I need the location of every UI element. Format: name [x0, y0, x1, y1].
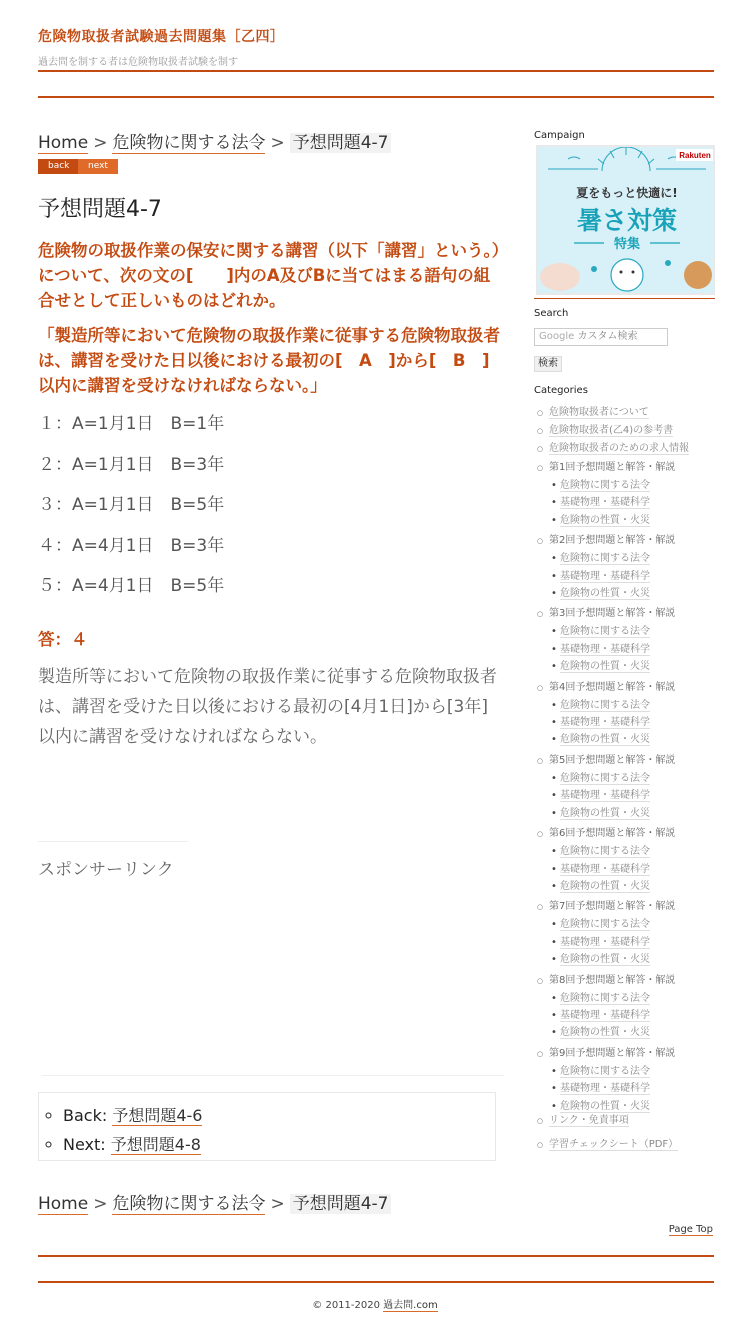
next-post-link[interactable]: 予想問題4-8 [110, 1135, 201, 1154]
breadcrumb-current: 予想問題4-7 [290, 133, 392, 153]
category-link[interactable]: 危険物取扱者のための求人情報 [549, 443, 689, 454]
round-item [537, 898, 715, 968]
round-subitem [549, 805, 715, 822]
round-sublink[interactable]: 危険物の性質・火災 [560, 1100, 650, 1112]
page-top-link[interactable]: Page Top [668, 1224, 713, 1235]
round-label[interactable]: 第2回予想問題と解答・解説 [549, 535, 676, 547]
footer-divider-2 [38, 1281, 714, 1283]
answer: 答：４ [38, 630, 88, 649]
post-navigation [38, 1092, 496, 1161]
round-sublink[interactable]: 危険物の性質・火災 [560, 734, 650, 746]
round-subitem [549, 512, 715, 529]
round-sublist [549, 1063, 715, 1115]
breadcrumb-home[interactable]: Home [38, 1194, 89, 1214]
round-sublink[interactable]: 危険物に関する法令 [560, 553, 650, 565]
sidebar-divider [534, 298, 715, 299]
banner-illustration [538, 147, 715, 295]
search-button[interactable]: 検索 [534, 356, 562, 372]
breadcrumb-bottom [38, 1189, 391, 1214]
round-sublink[interactable]: 危険物に関する法令 [560, 992, 650, 1004]
round-subitem [549, 697, 715, 714]
round-sublink[interactable]: 基礎物理・基礎科学 [560, 1009, 650, 1021]
round-subitem [549, 861, 715, 878]
round-sublink[interactable]: 基礎物理・基礎科学 [560, 497, 650, 509]
choice-list [38, 412, 224, 615]
round-subitem [549, 1080, 715, 1097]
breadcrumb [38, 128, 391, 153]
banner-brand: Rakuten [679, 151, 711, 160]
pager-buttons [38, 159, 118, 174]
banner-line2: 暑さ対策 [576, 206, 678, 235]
search-heading: Search [534, 308, 569, 319]
round-sublist [549, 916, 715, 968]
choice-item: ３：A=1月1日 B=5年 [38, 495, 225, 515]
next-post-item [63, 1130, 495, 1159]
question-quote: 「製造所等において危険物の取扱作業に従事する危険物取扱者は、講習を受けた日以後における最初の[ A ]から[ B ]以内に講習を受けなければならない。」 [38, 326, 500, 395]
category-item [537, 422, 715, 440]
campaign-banner[interactable] [536, 145, 715, 295]
round-item [537, 605, 715, 675]
question-text: 危険物の取扱作業の保安に関する講習（以下「講習」という。）について、次の文の[ ]内のA及びBに当てはまる語句の組合せとして正しいものはどれか。 [38, 241, 500, 310]
round-subitem [549, 477, 715, 494]
header-divider [38, 70, 714, 72]
round-subitem [549, 878, 715, 895]
round-item [537, 972, 715, 1042]
category-list-bottom [537, 1112, 715, 1154]
round-sublink[interactable]: 危険物の性質・火災 [560, 880, 650, 892]
site-header [38, 26, 714, 68]
round-subitem [549, 1007, 715, 1024]
round-subitem [549, 787, 715, 804]
divider [42, 1075, 504, 1076]
round-subitem [549, 731, 715, 748]
round-item [537, 1045, 715, 1115]
banner-line1: 夏をもっと快適に! [576, 186, 678, 200]
explanation: 製造所等において危険物の取扱作業に従事する危険物取扱者は、講習を受けた日以後における最初の[4月1日]から[3年]以内に講習を受けなければならない。 [38, 667, 497, 747]
round-sublink[interactable]: 危険物の性質・火災 [560, 954, 650, 966]
round-sublink[interactable]: 危険物の性質・火災 [560, 661, 650, 673]
banner-line3: 特集 [613, 237, 641, 252]
round-sublist [549, 697, 715, 749]
round-sublink[interactable]: 基礎物理・基礎科学 [560, 863, 650, 875]
round-item [537, 532, 715, 602]
google-logo: Google [539, 331, 575, 342]
round-subitem [549, 568, 715, 585]
round-sublink[interactable]: 基礎物理・基礎科学 [560, 790, 650, 802]
round-category-list [537, 459, 715, 1115]
site-title[interactable]: 危険物取扱者試験過去問題集［乙四］ [38, 29, 285, 45]
round-sublink[interactable]: 基礎物理・基礎科学 [560, 1083, 650, 1095]
round-sublink[interactable]: 基礎物理・基礎科学 [560, 570, 650, 582]
next-button[interactable]: next [78, 159, 118, 174]
round-sublink[interactable]: 危険物に関する法令 [560, 480, 650, 491]
choice-item: １：A=1月1日 B=1年 [38, 414, 225, 434]
round-sublink[interactable]: 危険物に関する法令 [560, 772, 650, 784]
category-item [537, 1136, 715, 1154]
categories-heading: Categories [534, 385, 588, 396]
round-label[interactable]: 第9回予想問題と解答・解説 [549, 1047, 676, 1059]
prev-post-link[interactable]: 予想問題4-6 [112, 1106, 203, 1125]
round-subitem [549, 641, 715, 658]
breadcrumb-separator: > [270, 1194, 285, 1214]
round-sublink[interactable]: 危険物の性質・火災 [560, 1027, 650, 1039]
divider [38, 841, 188, 842]
post-title: 予想問題4-7 [38, 197, 162, 222]
round-label[interactable]: 第5回予想問題と解答・解説 [549, 754, 676, 766]
prev-post-item [63, 1101, 495, 1130]
round-sublink[interactable]: 危険物の性質・火災 [560, 807, 650, 819]
round-item [537, 679, 715, 749]
round-sublist [549, 623, 715, 675]
round-subitem [549, 585, 715, 602]
site-description: 過去問を制する者は危険物取扱者試験を制す [38, 57, 238, 68]
sponsor-label: スポンサーリンク [38, 860, 174, 880]
copyright [0, 1296, 750, 1311]
campaign-heading: Campaign [534, 130, 585, 141]
round-subitem [549, 714, 715, 731]
round-subitem [549, 990, 715, 1007]
breadcrumb-category[interactable]: 危険物に関する法令 [112, 1194, 266, 1214]
round-sublink[interactable]: 危険物に関する法令 [560, 626, 650, 638]
breadcrumb-separator: > [93, 1194, 108, 1214]
choice-item: ５：A=4月1日 B=5年 [38, 576, 225, 596]
round-subitem [549, 916, 715, 933]
round-sublist [549, 550, 715, 602]
choice-item: ２：A=1月1日 B=3年 [38, 454, 225, 475]
round-sublink[interactable]: 危険物の性質・火災 [560, 514, 650, 526]
prev-post-label: Back: [63, 1106, 108, 1125]
round-subitem [549, 658, 715, 675]
header-divider-2 [38, 96, 714, 98]
search-input[interactable] [534, 328, 668, 346]
breadcrumb-separator: > [270, 133, 285, 153]
round-item [537, 459, 715, 529]
round-sublist [549, 843, 715, 895]
round-label[interactable]: 第4回予想問題と解答・解説 [549, 681, 676, 693]
choice-item: ４：A=4月1日 B=3年 [38, 535, 225, 556]
category-link[interactable]: 学習チェックシート（PDF） [549, 1139, 679, 1150]
round-sublink[interactable]: 基礎物理・基礎科学 [560, 643, 650, 655]
round-subitem [549, 770, 715, 787]
round-label[interactable]: 第7回予想問題と解答・解説 [549, 901, 676, 913]
copyright-text: © 2011-2020 [312, 1300, 384, 1311]
round-subitem [549, 843, 715, 860]
breadcrumb-current: 予想問題4-7 [290, 1194, 392, 1214]
round-subitem [549, 1024, 715, 1041]
round-sublink[interactable]: 危険物に関する法令 [560, 846, 650, 858]
round-item [537, 752, 715, 822]
round-sublink[interactable]: 危険物に関する法令 [560, 699, 650, 711]
breadcrumb-separator: > [93, 133, 108, 153]
category-link[interactable]: リンク・免責事項 [549, 1115, 629, 1126]
round-subitem [549, 623, 715, 640]
footer-divider [38, 1255, 714, 1257]
round-sublink[interactable]: 危険物に関する法令 [560, 919, 650, 931]
round-sublist [549, 477, 715, 529]
breadcrumb-category[interactable]: 危険物に関する法令 [112, 133, 266, 153]
round-item [537, 825, 715, 895]
breadcrumb-home[interactable]: Home [38, 133, 89, 153]
round-sublist [549, 770, 715, 822]
round-sublist [549, 990, 715, 1042]
round-label[interactable]: 第3回予想問題と解答・解説 [549, 608, 676, 620]
category-item [537, 1112, 715, 1130]
round-label[interactable]: 第6回予想問題と解答・解説 [549, 828, 676, 840]
category-item [537, 440, 715, 458]
round-label[interactable]: 第8回予想問題と解答・解説 [549, 974, 676, 986]
round-subitem [549, 550, 715, 567]
round-subitem [549, 951, 715, 968]
copyright-link[interactable]: 過去問.com [383, 1300, 438, 1311]
round-subitem [549, 934, 715, 951]
category-link[interactable]: 危険物取扱者(乙4)の参考書 [549, 425, 674, 436]
category-link[interactable]: 危険物取扱者について [549, 407, 649, 418]
search-placeholder: カスタム検索 [577, 331, 638, 342]
round-sublink[interactable]: 危険物の性質・火災 [560, 588, 650, 600]
round-label[interactable]: 第1回予想問題と解答・解説 [549, 462, 676, 473]
round-sublink[interactable]: 危険物に関する法令 [560, 1065, 650, 1077]
category-item [537, 404, 715, 422]
next-post-label: Next: [63, 1135, 106, 1154]
round-subitem [549, 1063, 715, 1080]
back-button[interactable]: back [38, 159, 78, 174]
round-sublink[interactable]: 基礎物理・基礎科学 [560, 717, 650, 729]
round-subitem [549, 494, 715, 511]
round-sublink[interactable]: 基礎物理・基礎科学 [560, 936, 650, 948]
category-list [537, 404, 715, 458]
